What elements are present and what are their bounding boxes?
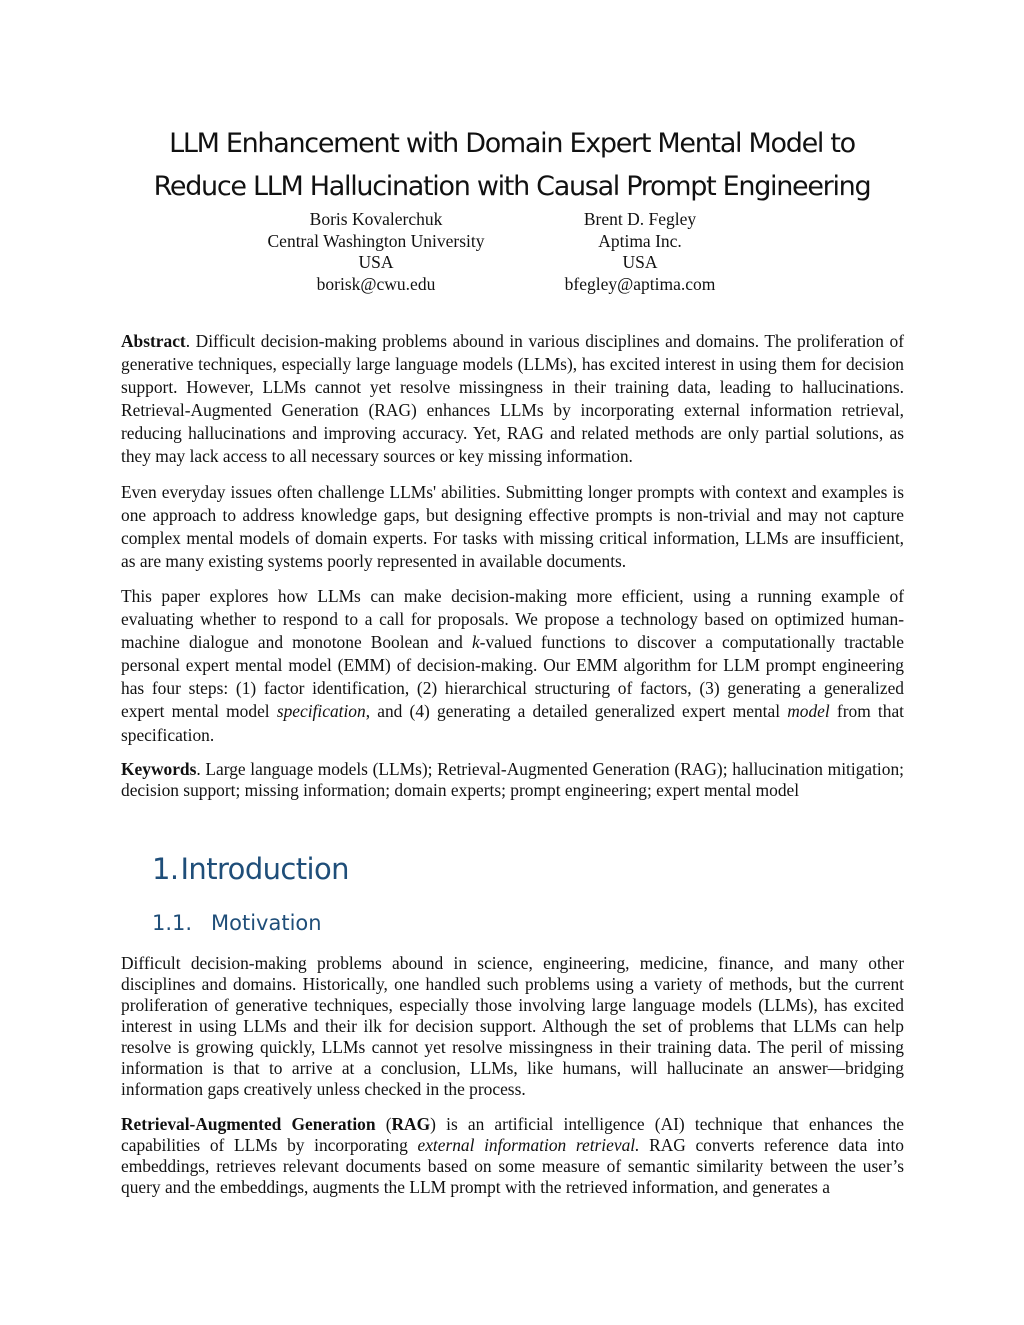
abstract-text-3d: from that specification. [121, 701, 904, 745]
author-name: Brent D. Fegley [583, 209, 697, 229]
author-block-2 [540, 209, 740, 295]
section-number: 1. [152, 852, 179, 886]
intro-text-2c: RAG converts reference data into embeddings, retrieves relevant documents based on some measure of semantic similarity between the user’s query and the embeddings, augments the LLM prompt with the retrieved information, and generates a [121, 1135, 904, 1197]
intro-text-2a: ( [375, 1114, 392, 1134]
author-email: bfegley@aptima.com [564, 273, 716, 294]
intro-paragraph-2 [121, 1114, 904, 1198]
intro-text-2b: ) is an artificial intelligence (AI) technique that enhances the capabilities of LLMs by incorporating [121, 1114, 904, 1155]
abstract-paragraph-3 [121, 585, 904, 747]
intro-italic-phrase: external information retrieval. [417, 1135, 640, 1155]
abstract-text-3c: , and (4) generating a detailed generalized expert mental [365, 701, 788, 722]
subsection-number: 1.1. [152, 911, 193, 935]
author-affiliation: Aptima Inc. [598, 230, 682, 251]
abstract-label: Abstract [121, 331, 186, 351]
abstract-text-1: . Difficult decision-making problems abound in various disciplines and domains. The proliferation of generative techniques, especially large language models (LLMs), has excited interest in using them for decision support. However, LLMs cannot yet resolve missingness in their training data, leading to hallucinations. Retrieval-Augmented Generation (RAG) enhances LLMs by incorporating external information retrieval, reducing hallucinations and improving accuracy. Yet, RAG and related methods are only partial solutions, as they may lack access to all necessary sources or key missing information. [121, 331, 904, 467]
abstract-text-3a: This paper explores how LLMs can make decision-making more efficient, using a running example of evaluating whether to respond to a call for proposals. We propose a technology based on optimized human-machine dialogue and monotone Boolean and [121, 586, 904, 653]
abstract-paragraph-2 [121, 481, 904, 573]
abstract-spec-italic: specification [276, 701, 366, 722]
author-country: USA [358, 252, 394, 272]
abstract-text-2: Even everyday issues often challenge LLMs' abilities. Submitting longer prompts with context and examples is one approach to address knowledge gaps, but designing effective prompts is non-trivial and may not capture complex mental models of domain experts. For tasks with missing critical information, LLMs are insufficient, as are many existing systems poorly represented in available documents. [121, 482, 904, 572]
title-line-1: LLM Enhancement with Domain Expert Mental Model to [169, 128, 855, 159]
author-block-1 [226, 209, 526, 295]
abstract-k-italic: k [471, 632, 480, 653]
section-heading-introduction [152, 852, 349, 886]
author-email: borisk@cwu.edu [316, 273, 436, 294]
rag-acronym: RAG [391, 1114, 431, 1134]
abstract-paragraph-1 [121, 330, 904, 469]
subsection-heading-motivation [152, 911, 322, 935]
author-country: USA [622, 252, 658, 272]
title-line-2: Reduce LLM Hallucination with Causal Prompt Engineering [153, 171, 871, 202]
keywords-label: Keywords [121, 759, 197, 779]
abstract-text-3b: -valued functions to discover a computationally tractable personal expert mental model (EMM) of decision-making. Our EMM algorithm for LLM prompt engineering has four steps: (1) factor identification, (2) hierarchical structuring of factors, (3) generating a generalized expert mental model [121, 632, 904, 722]
intro-text-1: Difficult decision-making problems abound in science, engineering, medicine, finance, and many other disciplines and domains. Historically, one handled such problems using a variety of methods, but the current proliferation of generative techniques, especially those involving large language models (LLMs), has excited interest in using LLMs and their ilk for decision support. Although the set of problems that LLMs can help resolve is growing quickly, LLMs cannot yet resolve missingness in their training data. The peril of missing information is that to arrive at a conclusion, LLMs, like humans, will hallucinate an answer—bridging information gaps creatively unless checked in the process. [121, 953, 904, 1099]
keywords-text: . Large language models (LLMs); Retrieval-Augmented Generation (RAG); hallucination mitigation; decision support; missing information; domain experts; prompt engineering; expert mental model [121, 759, 904, 800]
subsection-title: Motivation [211, 911, 322, 935]
keywords-paragraph [121, 759, 904, 801]
rag-bold-term: Retrieval-Augmented Generation [121, 1114, 376, 1134]
section-title: Introduction [180, 852, 349, 886]
author-affiliation: Central Washington University [267, 230, 485, 251]
abstract-model-italic: model [787, 701, 830, 722]
intro-paragraph-1 [121, 953, 904, 1100]
paper-title [100, 122, 924, 208]
author-name: Boris Kovalerchuk [309, 209, 443, 229]
